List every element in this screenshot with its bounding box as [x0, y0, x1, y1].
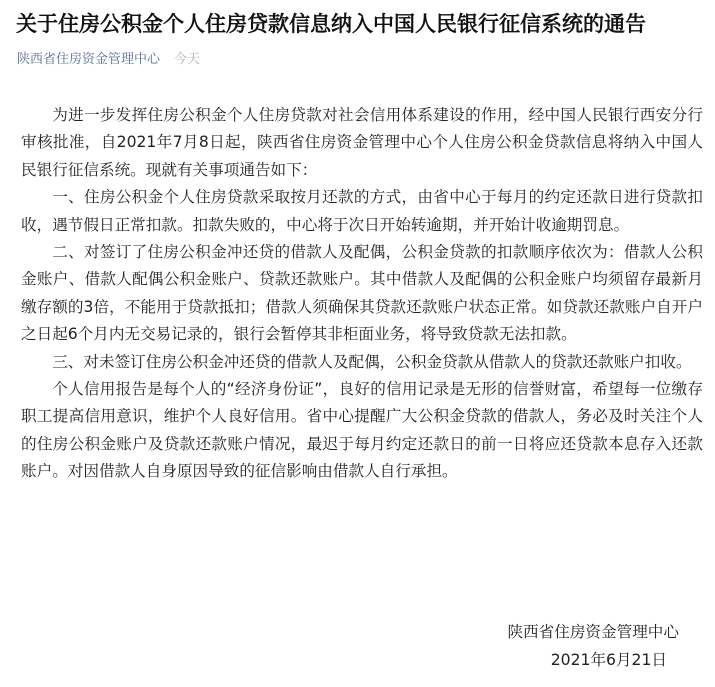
- signature-block: [459, 618, 679, 674]
- account-name-link[interactable]: 陕西省住房资金管理中心: [17, 52, 161, 67]
- article-meta: [17, 50, 200, 70]
- signature-organization: 陕西省住房资金管理中心: [507, 623, 679, 641]
- article-title: 关于住房公积金个人住房贷款信息纳入中国人民银行征信系统的通告: [16, 12, 646, 36]
- article-paragraph-item-1: 一、住房公积金个人住房贷款采取按月还款的方式，由省中心于每月的约定还款日进行贷款扣收，遇节假日正常扣款。扣款失败的，中心将于次日开始转逾期，并开始计收逾期罚息。: [21, 188, 703, 234]
- signature-date: 2021年6月21日: [550, 651, 667, 669]
- article-paragraph-intro: 为进一步发挥住房公积金个人住房贷款对社会信用体系建设的作用，经中国人民银行西安分行审核批准，自2021年7月8日起，陕西省住房资金管理中心个人住房公积金贷款信息将纳入中国人民银行征信系统。现就有关事项通告如下：: [21, 106, 703, 179]
- article-body: [21, 102, 703, 486]
- article-paragraph-item-2: 二、对签订了住房公积金冲还贷的借款人及配偶，公积金贷款的扣款顺序依次为：借款人公积金账户、借款人配偶公积金账户、贷款还款账户。其中借款人及配偶的公积金账户均须留存最新月缴存额的3倍，不能用于贷款抵扣；借款人须确保其贷款还款账户状态正常。如贷款还款账户自开户之日起6个月内无交易记录的，银行会暂停其非柜面业务，将导致贷款无法扣款。: [21, 243, 703, 344]
- article-paragraph-closing: 个人信用报告是每个人的“经济身份证”，良好的信用记录是无形的信誉财富，希望每一位缴存职工提高信用意识，维护个人良好信用。省中心提醒广大公积金贷款的借款人，务必及时关注个人的住房公积金账户及贷款还款账户情况，最迟于每月约定还款日的前一日将应还贷款本息存入还款账户。对因借款人自身原因导致的征信影响由借款人自行承担。: [21, 380, 703, 481]
- article-paragraph-item-3: 三、对未签订住房公积金冲还贷的借款人及配偶，公积金贷款从借款人的贷款还款账户扣收。: [52, 352, 692, 371]
- publish-time: 今天: [174, 52, 201, 67]
